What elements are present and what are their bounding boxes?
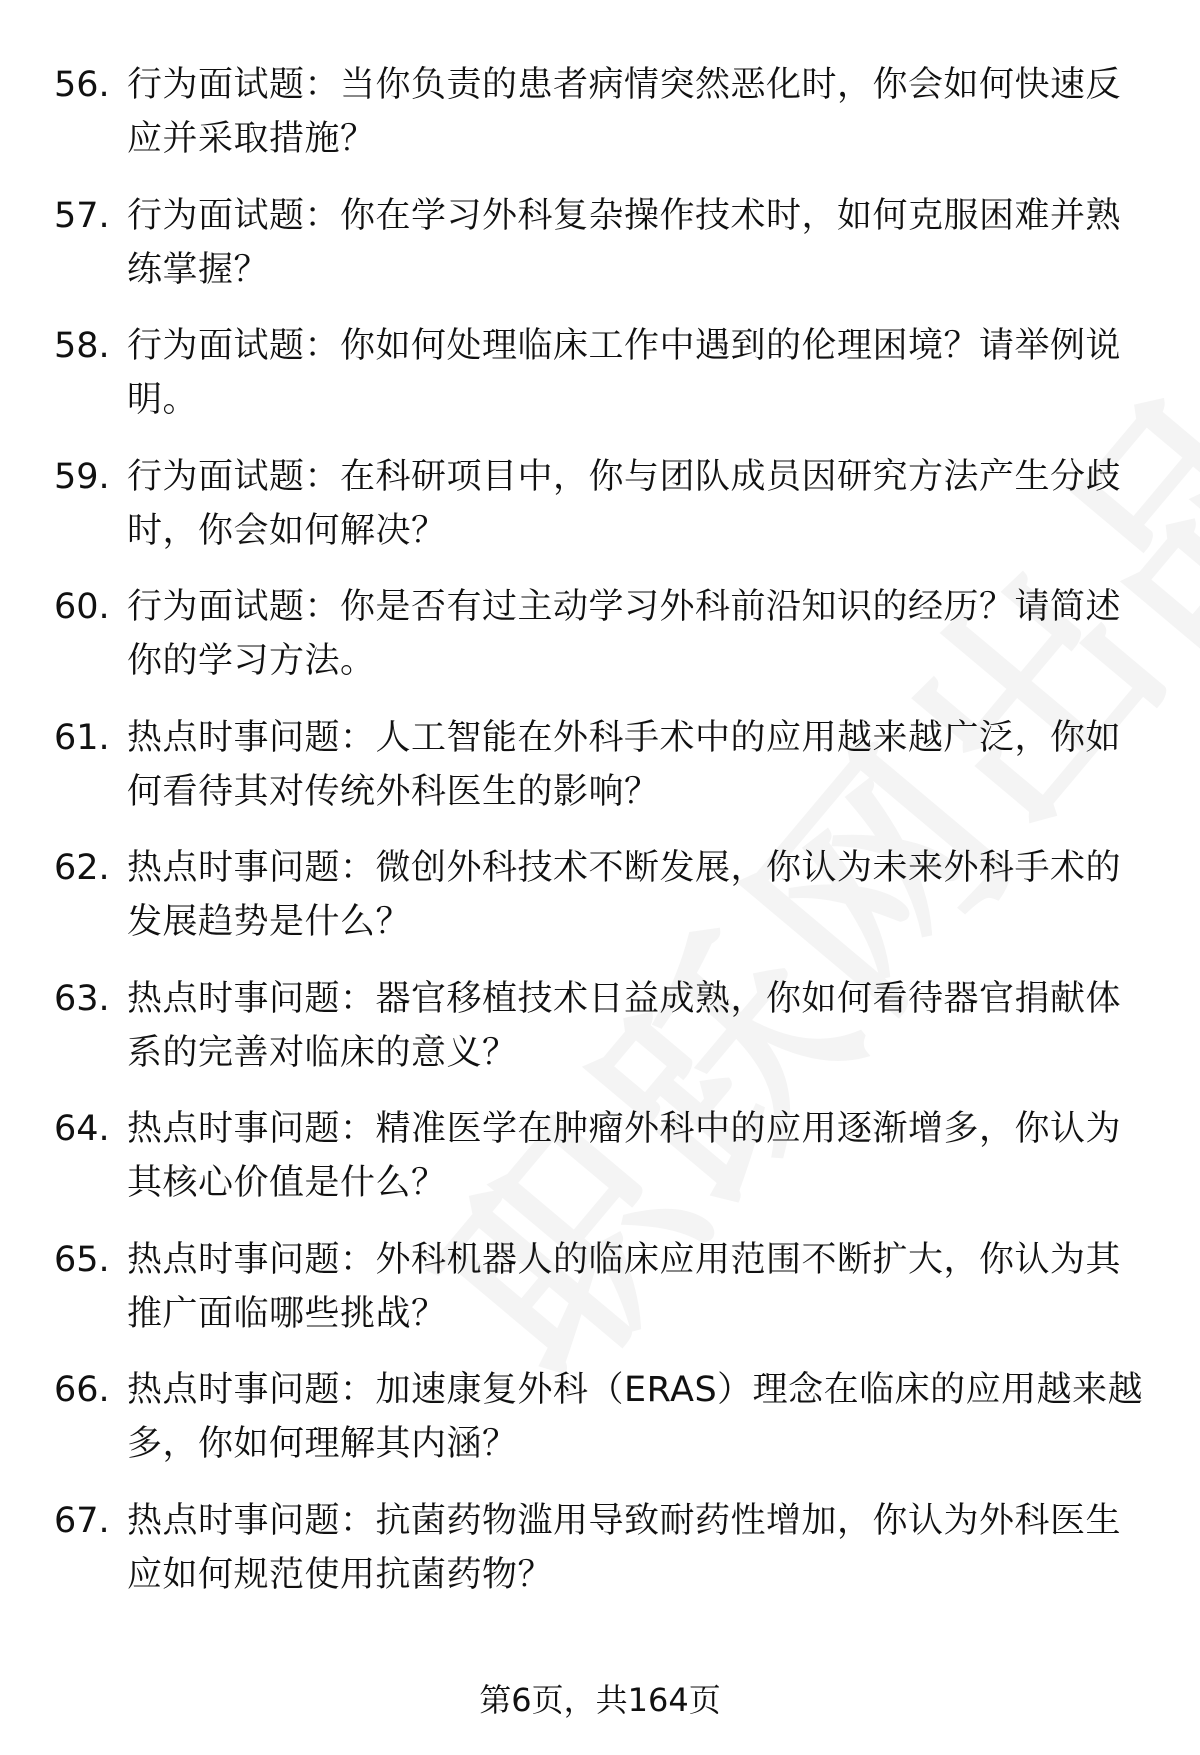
page-footer — [0, 1680, 1200, 1720]
list-item — [54, 450, 1154, 581]
item-number: 67. — [54, 1500, 110, 1541]
list-item — [54, 189, 1154, 320]
item-text: 行为面试题：在科研项目中，你与团队成员因研究方法产生分歧时，你会如何解决？ — [127, 456, 1122, 551]
list-item — [54, 580, 1154, 711]
item-number: 64. — [54, 1109, 110, 1149]
item-text: 热点时事问题：外科机器人的临床应用范围不断扩大，你认为其推广面临哪些挑战？ — [127, 1239, 1122, 1334]
page-number: 第6页，共164页 — [479, 1681, 721, 1719]
item-number: 58. — [54, 326, 110, 366]
list-item — [54, 58, 1154, 189]
list-item — [54, 1233, 1154, 1364]
item-text: 热点时事问题：微创外科技术不断发展，你认为未来外科手术的发展趋势是什么？ — [127, 848, 1122, 942]
item-text: 热点时事问题：加速康复外科（ERAS）理念在临床的应用越来越多，你如何理解其内涵？ — [127, 1370, 1144, 1464]
item-number: 63. — [54, 978, 110, 1019]
item-number: 60. — [54, 587, 110, 627]
item-text: 热点时事问题：精准医学在肿瘤外科中的应用逐渐增多，你认为其核心价值是什么？ — [127, 1109, 1122, 1203]
item-text: 行为面试题：你在学习外科复杂操作技术时，如何克服困难并熟练掌握？ — [127, 195, 1122, 290]
list-item — [54, 711, 1154, 842]
item-number: 57. — [54, 195, 110, 236]
item-text: 热点时事问题：抗菌药物滥用导致耐药性增加，你认为外科医生应如何规范使用抗菌药物？ — [127, 1500, 1122, 1595]
item-text: 热点时事问题：器官移植技术日益成熟，你如何看待器官捐献体系的完善对临床的意义？ — [127, 978, 1122, 1073]
list-item — [54, 972, 1154, 1103]
list-item — [54, 1363, 1154, 1494]
list-item — [54, 841, 1154, 972]
item-number: 59. — [54, 456, 110, 497]
item-text: 行为面试题：当你负责的患者病情突然恶化时，你会如何快速反应并采取措施？ — [127, 65, 1122, 159]
item-number: 66. — [54, 1370, 110, 1410]
list-item — [54, 1494, 1154, 1625]
item-number: 61. — [54, 717, 110, 758]
list-item — [54, 1102, 1154, 1233]
item-text: 热点时事问题：人工智能在外科手术中的应用越来越广泛，你如何看待其对传统外科医生的影响？ — [127, 717, 1122, 812]
list-item — [54, 319, 1154, 450]
item-text: 行为面试题：你是否有过主动学习外科前沿知识的经历？请简述你的学习方法。 — [127, 587, 1122, 681]
item-number: 62. — [54, 848, 110, 888]
item-number: 65. — [54, 1239, 110, 1280]
question-list — [54, 58, 1154, 1624]
item-text: 行为面试题：你如何处理临床工作中遇到的伦理困境？请举例说明。 — [127, 326, 1122, 420]
item-number: 56. — [54, 65, 110, 105]
